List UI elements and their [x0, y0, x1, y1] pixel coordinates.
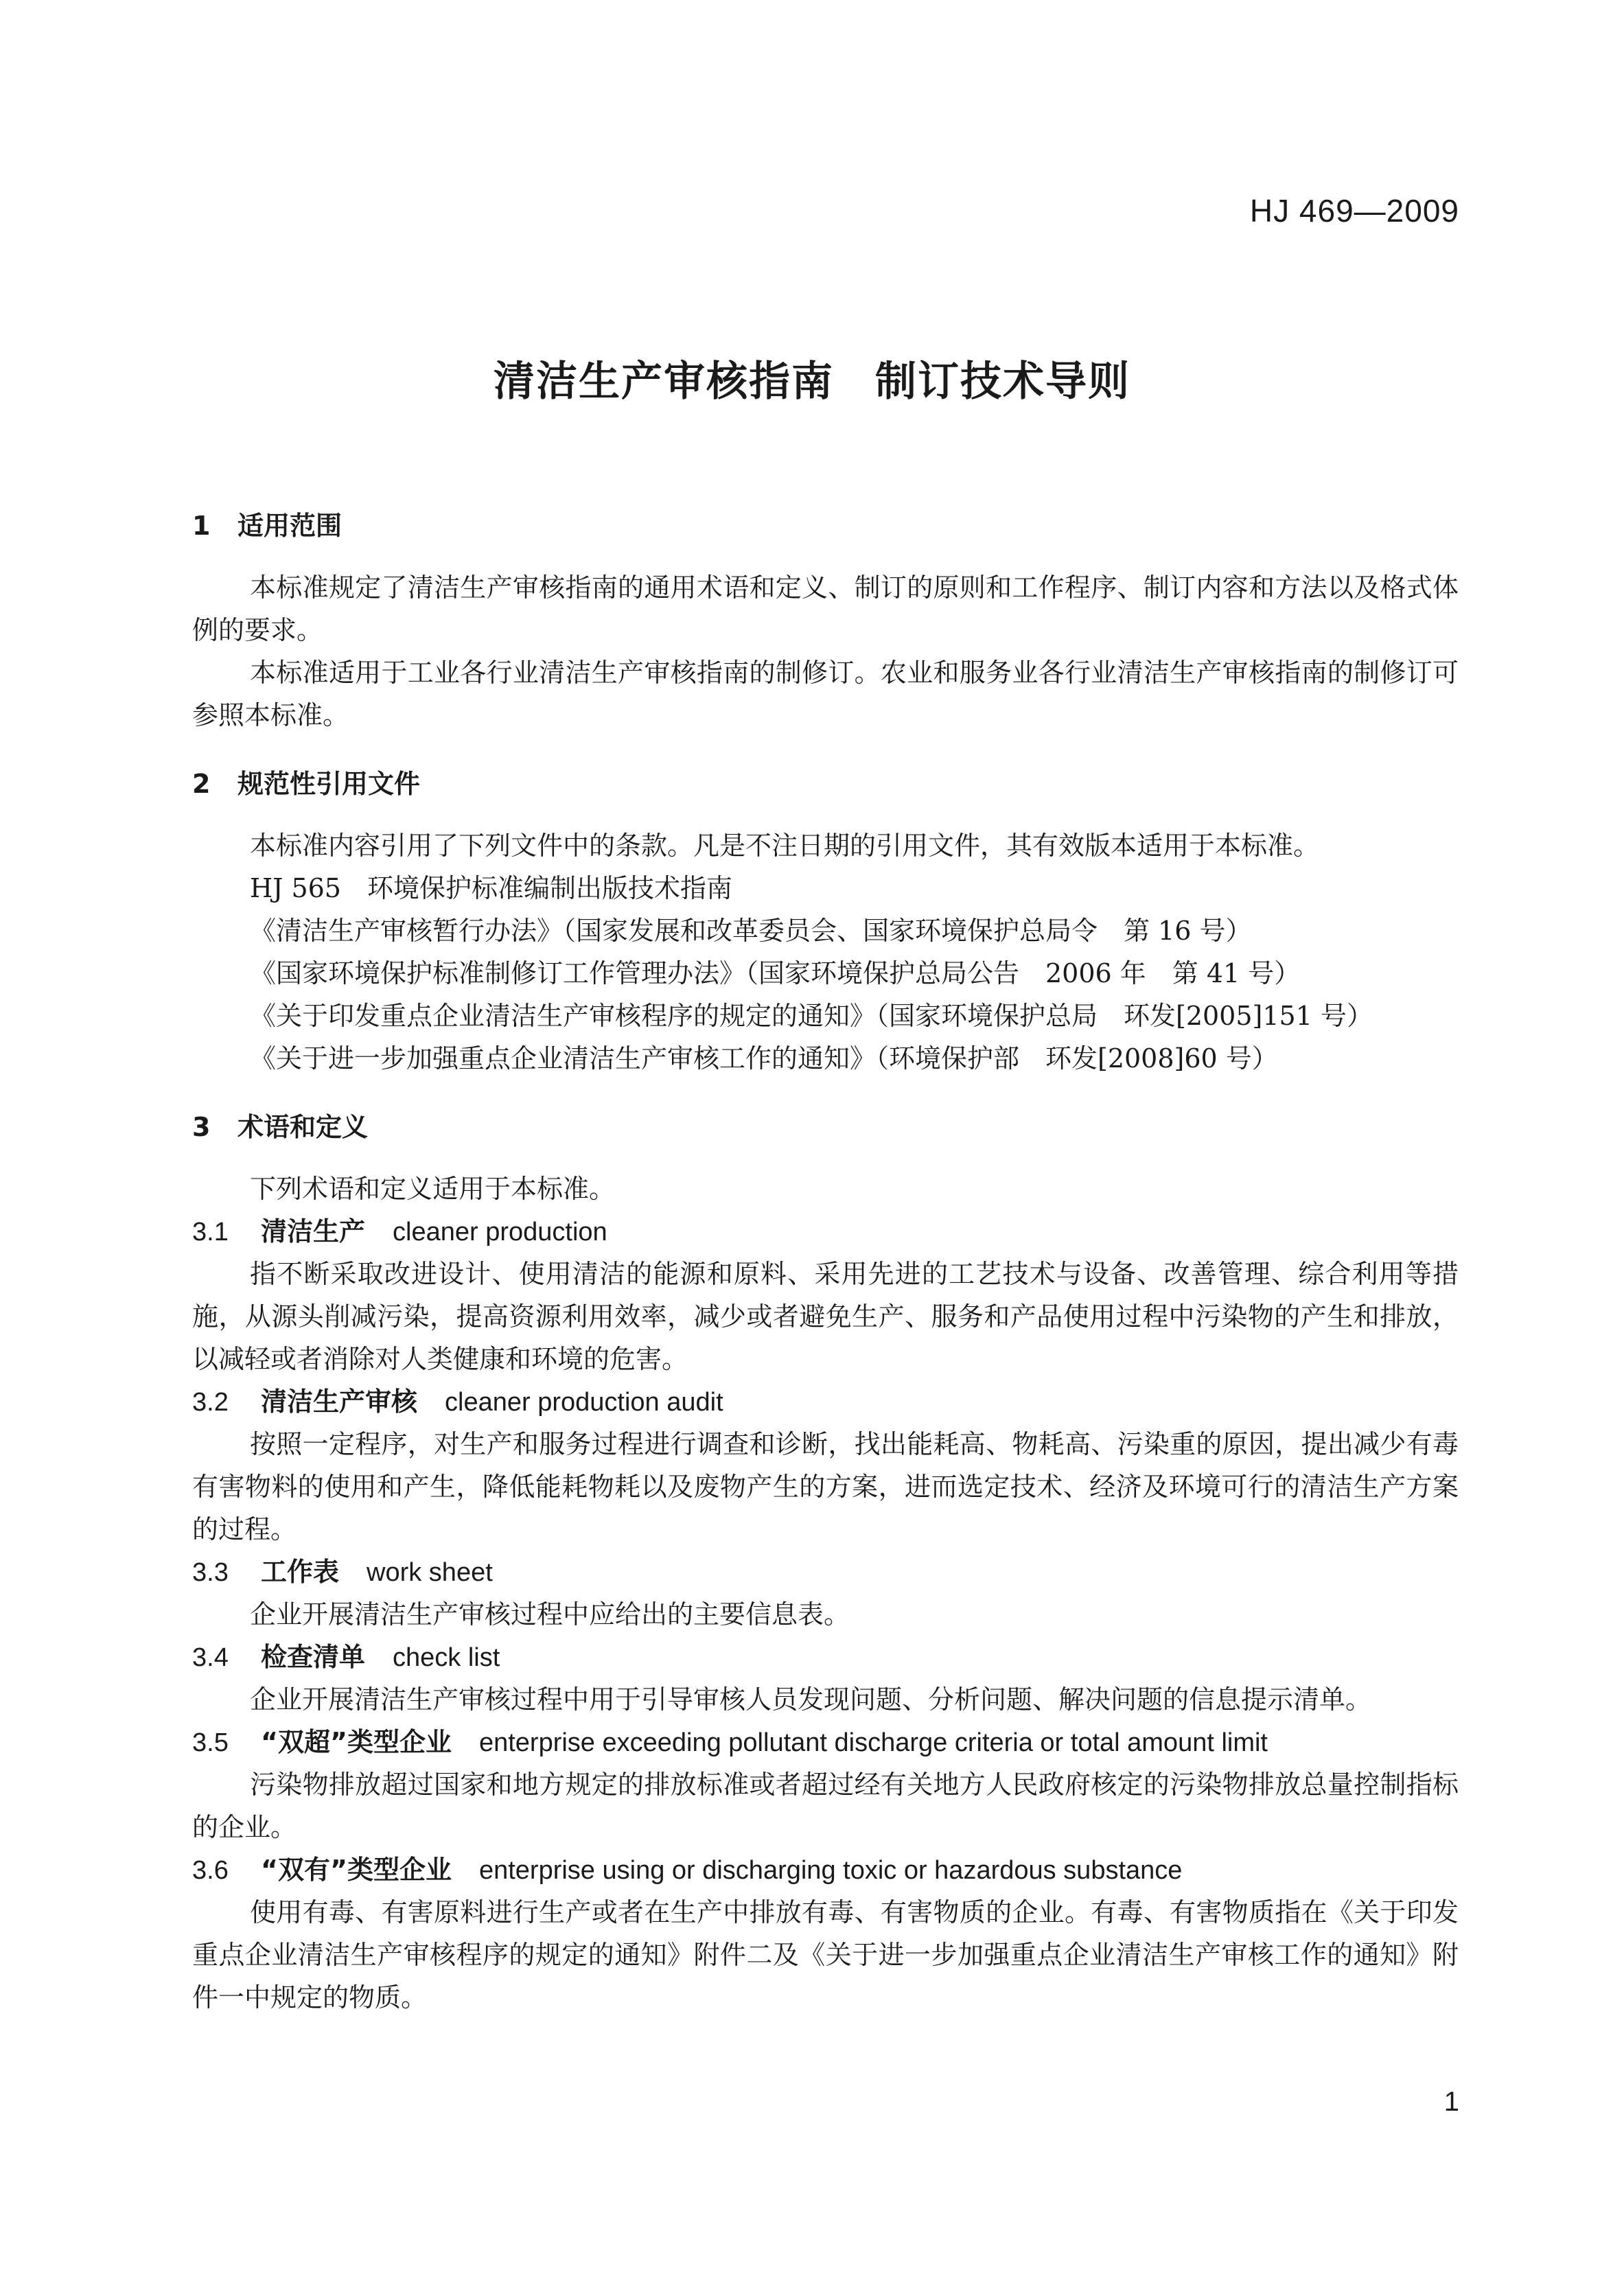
term-definition: 按照一定程序，对生产和服务过程进行调查和诊断，找出能耗高、物耗高、污染重的原因，提出减少有毒有害物料的使用和产生，降低能耗物耗以及废物产生的方案，进而选定技术、经济及环境可行的清洁生产方案的过程。 — [192, 1429, 1459, 1544]
section-2-heading — [192, 763, 1459, 805]
term-definition: 企业开展清洁生产审核过程中用于引导审核人员发现问题、分析问题、解决问题的信息提示清单。 — [250, 1684, 1372, 1715]
section-number: 1 — [192, 511, 211, 541]
term-number: 3.2 — [192, 1388, 229, 1417]
term-number: 3.4 — [192, 1643, 229, 1672]
section-number: 2 — [192, 769, 211, 799]
section-title: 规范性引用文件 — [237, 769, 421, 799]
section-2-intro: 本标准内容引用了下列文件中的条款。凡是不注日期的引用文件，其有效版本适用于本标准。 — [250, 831, 1320, 861]
section-1-heading — [192, 505, 1459, 547]
reference-item: 《关于进一步加强重点企业清洁生产审核工作的通知》（环境保护部 环发[2008]60 号） — [250, 1043, 1278, 1074]
standard-code: HJ 469—2009 — [1249, 193, 1459, 229]
term-heading — [192, 1380, 1459, 1423]
term-chinese: 检查清单 — [261, 1642, 366, 1672]
page-number: 1 — [1443, 2087, 1459, 2117]
term-heading — [192, 1210, 1459, 1253]
term-number: 3.6 — [192, 1856, 229, 1885]
document-title — [0, 349, 1624, 408]
term-chinese: 清洁生产 — [261, 1216, 366, 1246]
term-definition: 污染物排放超过国家和地方规定的排放标准或者超过经有关地方人民政府核定的污染物排放总量控制指标的企业。 — [192, 1770, 1459, 1842]
term-english: cleaner production — [393, 1218, 607, 1246]
term-number: 3.3 — [192, 1558, 229, 1587]
term-english: enterprise exceeding pollutant discharge criteria or total amount limit — [478, 1728, 1268, 1757]
term-english: check list — [393, 1643, 500, 1672]
term-chinese: 清洁生产审核 — [261, 1387, 418, 1417]
term-number: 3.5 — [192, 1728, 229, 1757]
section-1-paragraph-2: 本标准适用于工业各行业清洁生产审核指南的制修订。农业和服务业各行业清洁生产审核指南的制修订可参照本标准。 — [192, 658, 1459, 730]
reference-item: HJ 565 环境保护标准编制出版技术指南 — [250, 873, 732, 903]
document-body — [192, 505, 1459, 2019]
section-title: 术语和定义 — [237, 1112, 369, 1142]
term-chinese: “双有”类型企业 — [261, 1855, 452, 1885]
term-definition: 指不断采取改进设计、使用清洁的能源和原料、采用先进的工艺技术与设备、改善管理、综合利用等措施，从源头削减污染，提高资源利用效率，减少或者避免生产、服务和产品使用过程中污染物的产生和排放，以减轻或者消除对人类健康和环境的危害。 — [192, 1259, 1459, 1374]
term-english: work sheet — [367, 1558, 493, 1587]
title-part-1: 清洁生产审核指南 — [494, 358, 834, 406]
term-chinese: 工作表 — [261, 1557, 340, 1587]
section-3-heading — [192, 1106, 1459, 1148]
term-heading — [192, 1636, 1459, 1678]
section-3-intro: 下列术语和定义适用于本标准。 — [250, 1174, 616, 1204]
term-heading — [192, 1551, 1459, 1593]
term-definition: 企业开展清洁生产审核过程中应给出的主要信息表。 — [250, 1599, 850, 1630]
section-title: 适用范围 — [237, 511, 343, 541]
section-1-paragraph-1: 本标准规定了清洁生产审核指南的通用术语和定义、制订的原则和工作程序、制订内容和方法以及格式体例的要求。 — [192, 572, 1459, 645]
term-english: cleaner production audit — [445, 1388, 723, 1417]
reference-item: 《清洁生产审核暂行办法》（国家发展和改革委员会、国家环境保护总局令 第 16 号） — [250, 916, 1252, 946]
title-part-2: 制订技术导则 — [875, 358, 1130, 406]
term-chinese: “双超”类型企业 — [261, 1727, 452, 1757]
term-heading — [192, 1848, 1459, 1891]
reference-item: 《关于印发重点企业清洁生产审核程序的规定的通知》（国家环境保护总局 环发[2005]151 号） — [250, 1001, 1373, 1031]
term-number: 3.1 — [192, 1218, 229, 1246]
section-number: 3 — [192, 1112, 211, 1142]
term-heading — [192, 1721, 1459, 1763]
term-definition: 使用有毒、有害原料进行生产或者在生产中排放有毒、有害物质的企业。有毒、有害物质指在《关于印发重点企业清洁生产审核程序的规定的通知》附件二及《关于进一步加强重点企业清洁生产审核工作的通知》附件一中规定的物质。 — [192, 1897, 1459, 2013]
reference-item: 《国家环境保护标准制修订工作管理办法》（国家环境保护总局公告 2006 年 第 41 号） — [250, 958, 1301, 988]
term-english: enterprise using or discharging toxic or hazardous substance — [478, 1856, 1183, 1885]
